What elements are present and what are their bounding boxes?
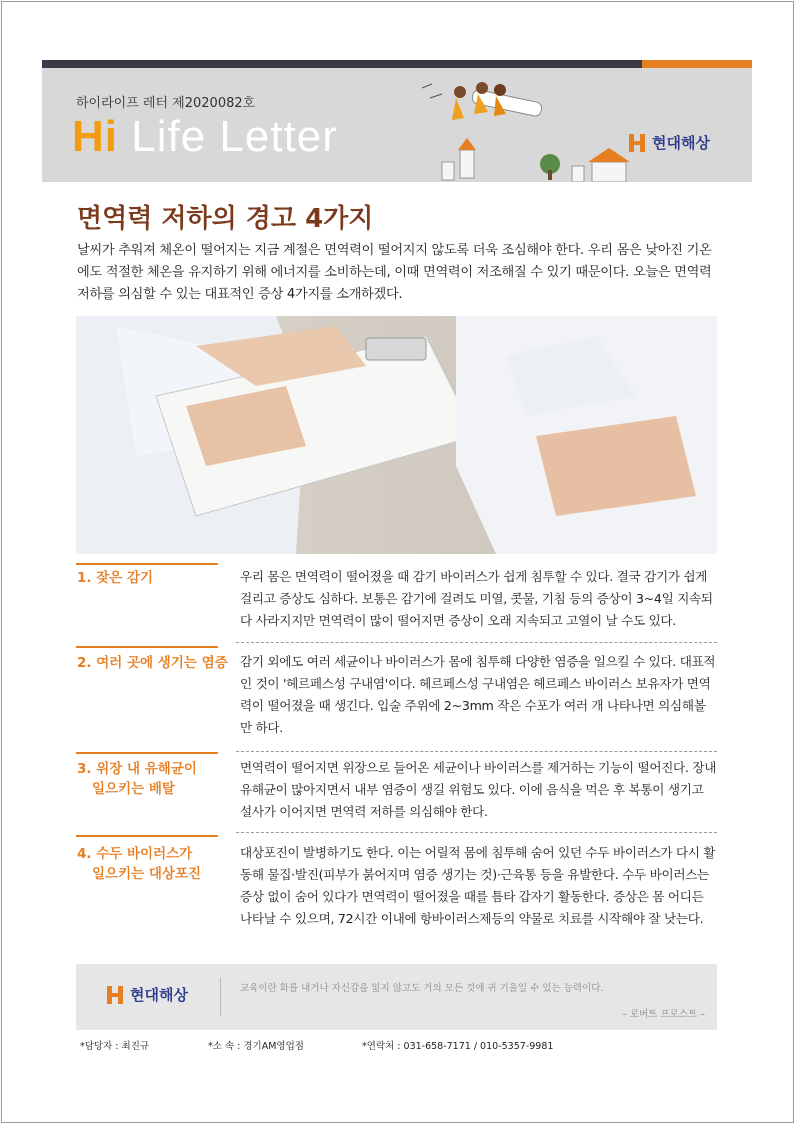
section-rule xyxy=(76,563,218,565)
contact-manager: *담당자 : 최진규 xyxy=(80,1041,150,1052)
contact-office: *소 속 : 경기AM영업점 xyxy=(208,1041,304,1052)
article-headline: 면역력 저하의 경고 4가지 xyxy=(77,204,374,234)
section-rule xyxy=(76,752,218,754)
section-title: 4. 수두 바이러스가 일으키는 대상포진 xyxy=(77,846,202,882)
article-intro: 날씨가 추워져 체온이 떨어지는 지금 계절은 면역력이 떨어지지 않도록 더욱 조심해야 한다. 우리 몸은 낮아진 기온에도 적절한 체온을 유지하기 위해 에너지를 소비하는데, 이때 면역력이 저조해질 수 있기 때문이다. 오늘은 면역력 저하를 의심할 수 있는 대표적인 증상 4가지를 소개하겠다. xyxy=(77,243,712,302)
brand-name: 현대해상 xyxy=(652,134,710,152)
section-body: 감기 외에도 여러 세균이나 바이러스가 몸에 침투해 다양한 염증을 일으킬 수 있다. 대표적인 것이 '헤르페스성 구내염'이다. 헤르페스성 구내염은 헤르페스 바이러스 보유자가 면역력이 떨어졌을 때 생긴다. 입술 주위에 2~3mm 작은 수포가 여러 개 나타나면 의심해볼만 하다. xyxy=(240,654,716,735)
section-rule xyxy=(76,835,218,837)
top-bar xyxy=(42,60,642,68)
footer-quote-author: – 로버트 프로스트 – xyxy=(622,1009,705,1020)
title-rest: Life Letter xyxy=(131,112,338,161)
footer-divider xyxy=(220,978,221,1016)
article-photo xyxy=(76,316,717,554)
footer-box xyxy=(76,964,717,1030)
brand-h-icon xyxy=(106,985,124,1005)
section-title: 1. 잦은 감기 xyxy=(77,570,154,586)
issue-number: 하이라이프 레터 제2020082호 xyxy=(76,96,256,111)
section-rule xyxy=(76,646,218,648)
brand-logo xyxy=(628,132,710,153)
footer-quote: 교육이란 화를 내거나 자신감을 잃지 않고도 거의 모든 것에 귀 기울일 수 있는 능력이다. xyxy=(240,983,604,994)
newsletter-header xyxy=(42,68,752,182)
section-body: 대상포진이 발병하기도 한다. 이는 어릴적 몸에 침투해 숨어 있던 수두 바이러스가 다시 활동해 물집·발진(피부가 붉어지며 염증 생기는 것)·근육통 등을 유발한다. 수두 바이러스는 증상 없이 숨어 있다가 면역력이 떨어졌을 때를 틈타 갑자기 활동한다. 증상은 몸 어디든 나타날 수 있으며, 72시간 이내에 항바이러스제등의 약물로 치료를 시작해야 잘 낫는다. xyxy=(240,845,716,926)
section-body: 면역력이 떨어지면 위장으로 들어온 세균이나 바이러스를 제거하는 기능이 떨어진다. 장내 유해균이 많아지면서 내부 염증이 생길 위험도 있다. 이에 음식을 먹은 후 복통이 생기고 설사가 이어지면 면역력 저하를 의심해야 한다. xyxy=(240,760,717,819)
newsletter-title xyxy=(72,112,338,162)
section-title: 3. 위장 내 유해균이 일으키는 배탈 xyxy=(77,761,197,797)
title-hi: Hi xyxy=(72,112,118,161)
contact-phone: *연락처 : 031-658-7171 / 010-5357-9981 xyxy=(362,1041,554,1052)
top-bar-accent xyxy=(642,60,752,68)
brand-h-icon xyxy=(628,133,646,153)
section-title: 2. 여러 곳에 생기는 염증 xyxy=(77,655,228,671)
section-body: 우리 몸은 면역력이 떨어졌을 때 감기 바이러스가 쉽게 침투할 수 있다. 결국 감기가 쉽게 걸리고 증상도 심하다. 보통은 감기에 걸려도 미열, 콧물, 기침 등의 증상이 3~4일 지속되다 사라지지만 면역력이 많이 떨어지면 증상이 오래 지속되고 고열이 날 수도 있다. xyxy=(240,569,713,628)
footer-logo xyxy=(106,984,188,1005)
section-divider xyxy=(236,751,717,752)
section-divider xyxy=(236,642,717,643)
footer-brand-name: 현대해상 xyxy=(130,986,188,1004)
header-illustration xyxy=(402,68,632,182)
section-divider xyxy=(236,832,717,833)
